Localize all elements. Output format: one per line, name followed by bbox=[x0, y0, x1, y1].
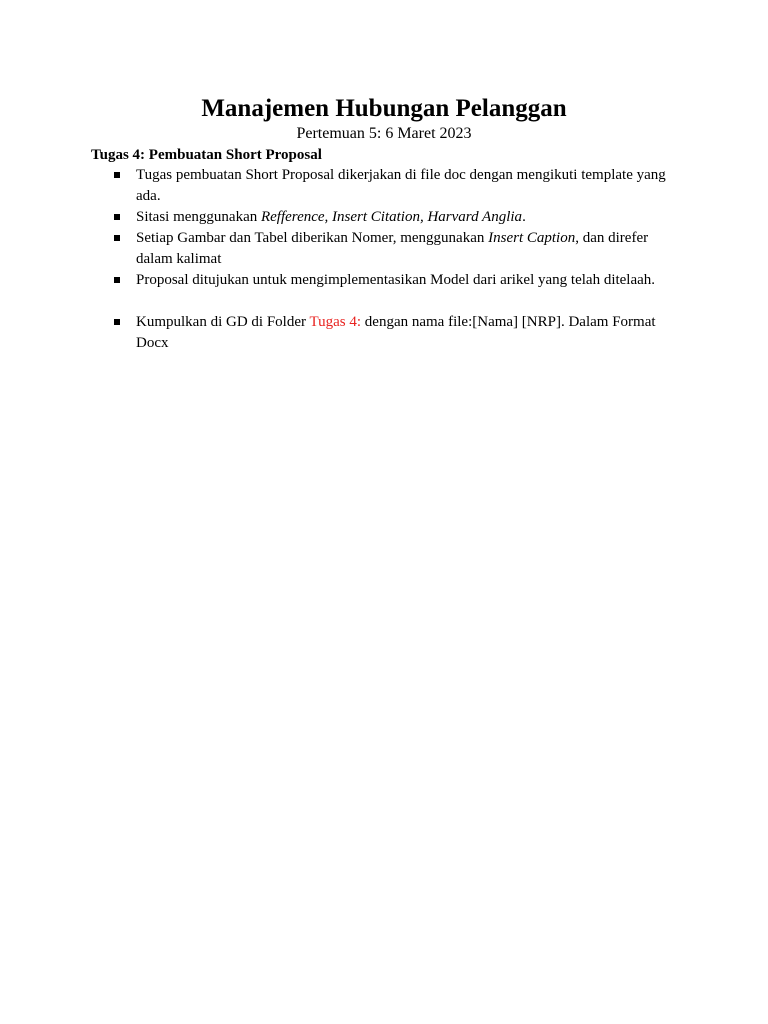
list-item bbox=[0, 165, 768, 207]
square-bullet-icon bbox=[114, 172, 120, 178]
list-item-text: Proposal ditujukan untuk mengimplementasikan Model dari arikel yang telah ditelaah. bbox=[136, 272, 656, 288]
list-item-text-prefix: Sitasi menggunakan bbox=[136, 209, 261, 225]
list-item bbox=[0, 207, 768, 228]
document-subtitle: Pertemuan 5: 6 Maret 2023 bbox=[296, 125, 472, 142]
document-title: Manajemen Hubungan Pelanggan bbox=[201, 95, 567, 122]
list-item bbox=[0, 228, 768, 270]
list-item-text-suffix: . bbox=[522, 209, 526, 225]
square-bullet-icon bbox=[114, 235, 120, 241]
section-heading: Tugas 4: Pembuatan Short Proposal bbox=[91, 147, 322, 163]
list-item-text: Tugas pembuatan Short Proposal dikerjakan di file doc dengan mengikuti template yang ada. bbox=[136, 167, 666, 204]
square-bullet-icon bbox=[114, 214, 120, 220]
list-item bbox=[0, 312, 768, 354]
list-item-text-italic: Insert Caption bbox=[488, 230, 576, 246]
list-item bbox=[0, 270, 768, 312]
list-item-text-prefix: Setiap Gambar dan Tabel diberikan Nomer, menggunakan bbox=[136, 230, 489, 246]
square-bullet-icon bbox=[114, 319, 120, 325]
list-item-text-suffix: dengan nama file:[Nama] [NRP]. Dalam Format Docx bbox=[136, 314, 656, 351]
task-list bbox=[0, 165, 768, 354]
list-item-text-italic: Refference, Insert Citation, Harvard Anglia bbox=[260, 209, 523, 225]
list-item-text-suffix: , dan direfer dalam kalimat bbox=[136, 230, 649, 267]
folder-name-highlight: Tugas 4: bbox=[309, 314, 362, 330]
list-item-text-prefix: Kumpulkan di GD di Folder bbox=[136, 314, 310, 330]
square-bullet-icon bbox=[114, 277, 120, 283]
